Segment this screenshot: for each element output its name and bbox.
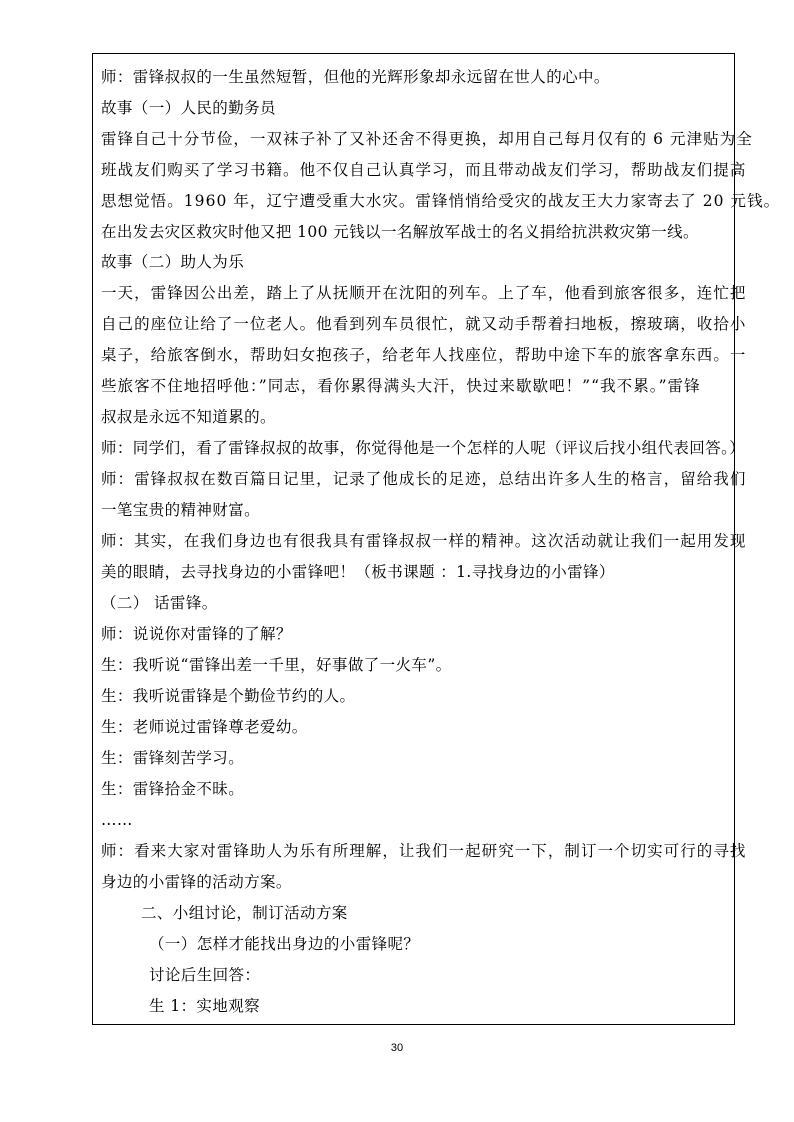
paragraph-line: 班战友们购买了学习书籍。他不仅自己认真学习，而且带动战友们学习，帮助战友们提高: [101, 161, 747, 179]
teacher-line: 师：说说你对雷锋的了解？: [101, 625, 292, 643]
subsection-heading: （一）怎样才能找出身边的小雷锋呢？: [149, 935, 420, 953]
paragraph-line: 叔叔是永远不知道累的。: [101, 408, 276, 426]
student-line: 生：雷锋拾金不昧。: [101, 780, 245, 798]
student-line: 生：我听说“雷锋出差一千里，好事做了一火车”。: [101, 656, 452, 674]
content-table-cell: [92, 53, 781, 1025]
teacher-line: 师：雷锋叔叔在数百篇日记里，记录了他成长的足迹，总结出许多人生的格言，留给我们: [101, 470, 747, 488]
paragraph-line: 思想觉悟。1960 年，辽宁遭受重大水灾。雷锋悄悄给受灾的战友王大力家寄去了 20 元钱。: [101, 192, 781, 210]
story-heading: 故事（一）人民的勤务员: [101, 99, 276, 117]
paragraph-line: 美的眼睛，去寻找身边的小雷锋吧！（板书课题 ：1.寻找身边的小雷锋）: [101, 563, 615, 581]
teacher-line: 师：同学们，看了雷锋叔叔的故事，你觉得他是一个怎样的人呢（评议后找小组代表回答。）: [101, 439, 746, 457]
paragraph-line: 一笔宝贵的精神财富。: [101, 501, 261, 519]
teacher-line: 师：其实，在我们身边也有很我具有雷锋叔叔一样的精神。这次活动就让我们一起用发现: [101, 532, 747, 550]
student-line: 生：雷锋刻苦学习。: [101, 749, 245, 767]
student-line: 生：老师说过雷锋尊老爱幼。: [101, 718, 308, 736]
paragraph-line: 身边的小雷锋的活动方案。: [101, 873, 292, 891]
paragraph-line: 雷锋自己十分节俭，一双袜子补了又补还舍不得更换，却用自己每月仅有的 6 元津贴为全: [101, 130, 753, 148]
teacher-line: 师：看来大家对雷锋助人为乐有所理解，让我们一起研究一下，制订一个切实可行的寻找: [101, 842, 747, 860]
paragraph-line: 一天，雷锋因公出差，踏上了从抚顺开在沈阳的列车。上了车，他看到旅客很多，连忙把: [101, 284, 747, 302]
paragraph-line: 在出发去灾区救灾时他又把 100 元钱以一名解放军战士的名义捐给抗洪救灾第一线。: [101, 223, 699, 241]
paragraph-line: 自己的座位让给了一位老人。他看到列车员很忙，就又动手帮着扫地板，擦玻璃，收拾小: [101, 315, 747, 333]
section-heading: 二、小组讨论，制订活动方案: [141, 904, 348, 922]
page-number: 30: [390, 1042, 404, 1054]
student-line: 生 1：实地观察: [149, 997, 260, 1015]
teacher-line: 师：雷锋叔叔的一生虽然短暂，但他的光辉形象却永远留在世人的心中。: [101, 68, 610, 86]
paragraph-line: 讨论后生回答：: [149, 966, 261, 984]
ellipsis: ……: [101, 811, 133, 829]
paragraph-line: 桌子，给旅客倒水，帮助妇女抱孩子，给老年人找座位，帮助中途下车的旅客拿东西。一: [101, 346, 747, 364]
student-line: 生：我听说雷锋是个勤俭节约的人。: [101, 687, 356, 705]
section-heading: （二） 话雷锋。: [101, 594, 218, 612]
paragraph-line: 些旅客不住地招呼他：”同志，看你累得满头大汗，快过来歇歇吧！”“我不累。”雷锋: [101, 377, 701, 395]
story-heading: 故事（二）助人为乐: [101, 253, 245, 271]
